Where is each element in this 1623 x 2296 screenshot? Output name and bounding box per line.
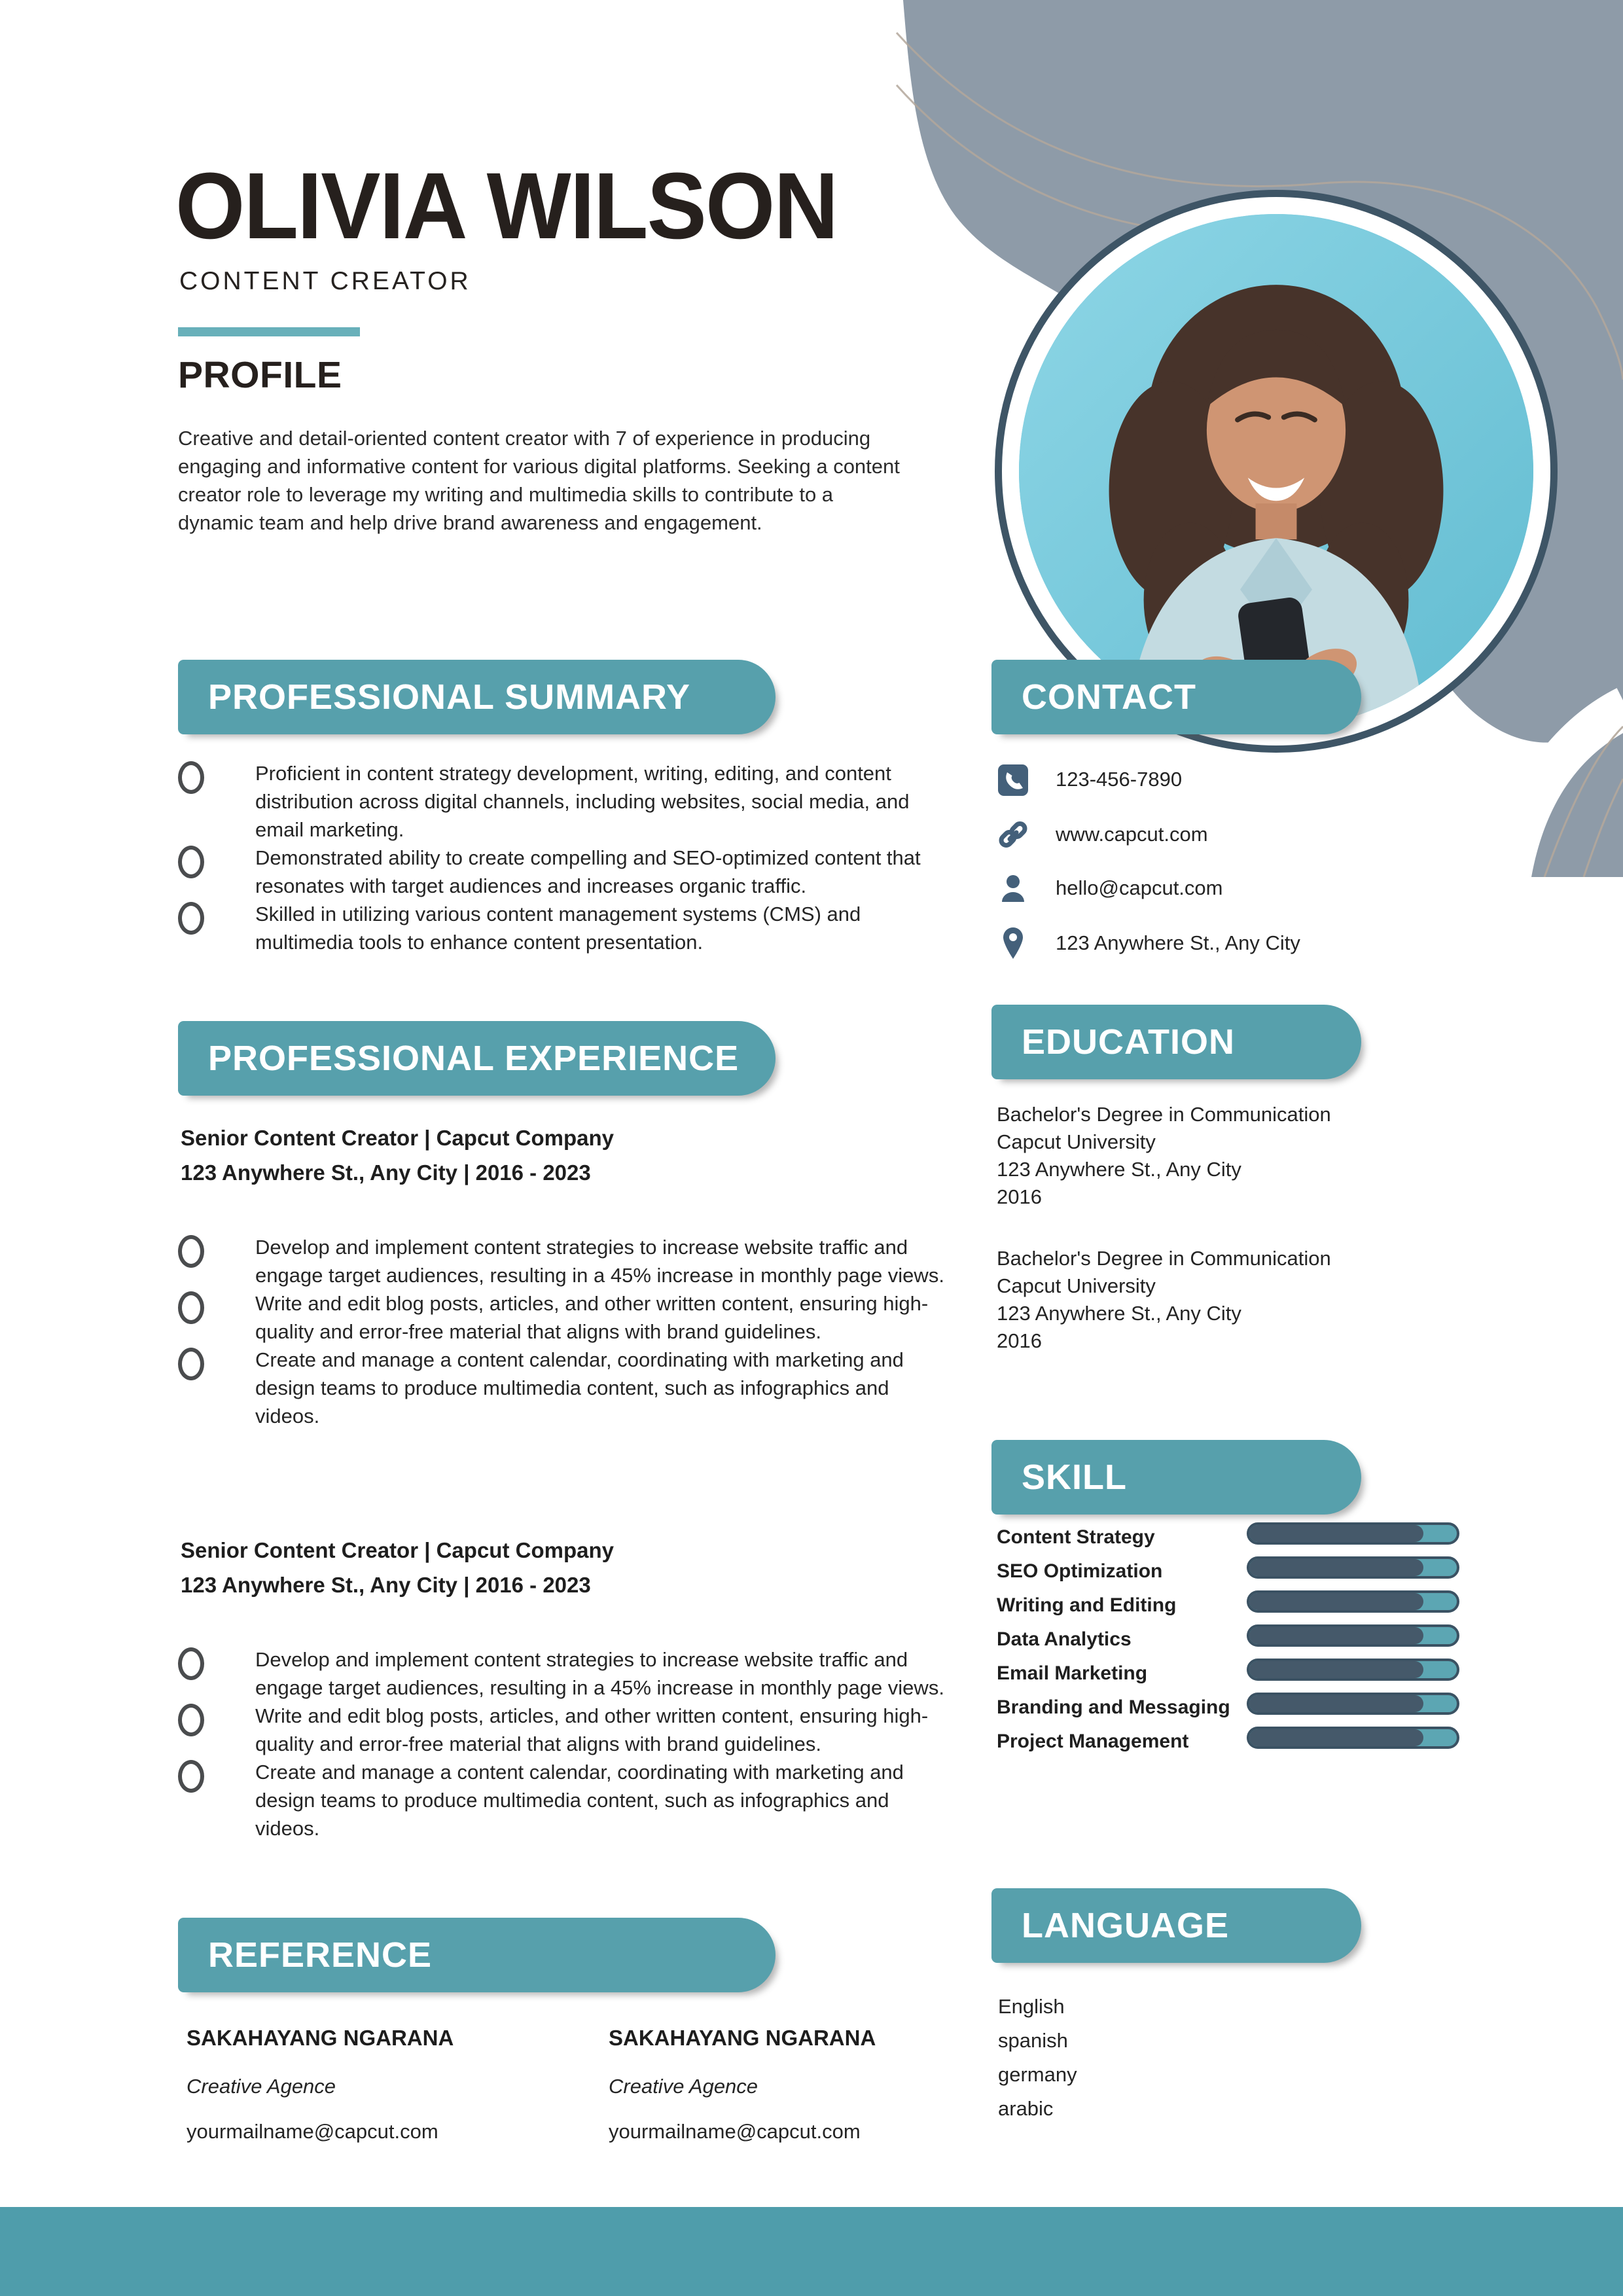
skill-row — [997, 1555, 1468, 1589]
job-meta: 123 Anywhere St., Any City | 2016 - 2023 — [181, 1160, 591, 1185]
education-degree: Bachelor's Degree in Communication — [997, 1103, 1331, 1126]
skill-label: Project Management — [997, 1731, 1189, 1752]
skill-bar-track — [1247, 1624, 1459, 1647]
education-year: 2016 — [997, 1185, 1042, 1208]
job-bullet: Write and edit blog posts, articles, and other written content, ensuring high-quality and error-free material that aligns with brand guidelines. — [178, 1289, 947, 1346]
job-bullet: Create and manage a content calendar, coordinating with marketing and design teams to produce multimedia content, such as infographics and videos. — [178, 1758, 947, 1842]
skill-bar-track — [1247, 1727, 1459, 1749]
skill-header — [991, 1440, 1361, 1515]
contact-phone: 123-456-7890 — [1056, 768, 1183, 791]
reference-company: Creative Agence — [187, 2075, 336, 2098]
summary-bullet: Proficient in content strategy development, writing, editing, and content distribution across digital channels, including websites, social media, and email marketing. — [178, 759, 947, 844]
professional-summary-header-label: PROFESSIONAL SUMMARY — [208, 677, 691, 717]
contact-header-label: CONTACT — [1022, 677, 1196, 717]
language-item: English — [998, 1995, 1065, 2018]
job-bullet: Write and edit blog posts, articles, and other written content, ensuring high-quality and error-free material that aligns with brand guidelines. — [178, 1702, 947, 1758]
skill-row — [997, 1725, 1468, 1759]
skill-row — [997, 1623, 1468, 1657]
job-bullet: Create and manage a content calendar, coordinating with marketing and design teams to produce multimedia content, such as infographics and videos. — [178, 1346, 947, 1430]
skill-bar-fill — [1249, 1559, 1423, 1576]
contact-address: 123 Anywhere St., Any City — [1056, 931, 1300, 954]
reference-email: yourmailname@capcut.com — [187, 2120, 438, 2143]
skill-row — [997, 1521, 1468, 1555]
person-name: OLIVIA WILSON — [175, 153, 838, 259]
professional-summary-header — [178, 660, 776, 734]
education-entry — [997, 1101, 1416, 1211]
job-bullet: Develop and implement content strategies to increase website traffic and engage target audiences, resulting in a 45% increase in monthly page views. — [178, 1645, 947, 1702]
summary-bullet: Demonstrated ability to create compelling and SEO-optimized content that resonates with target audiences and increases organic traffic. — [178, 844, 947, 900]
skill-label: Branding and Messaging — [997, 1696, 1230, 1718]
skill-bar-fill — [1249, 1627, 1423, 1644]
skill-row — [997, 1691, 1468, 1725]
language-item: spanish — [998, 2029, 1068, 2052]
job-title-block — [181, 1533, 901, 1602]
reference-entry — [187, 2026, 592, 2144]
role-underline-bar — [178, 327, 360, 336]
language-header — [991, 1888, 1361, 1963]
skill-bar-track — [1247, 1556, 1459, 1579]
skill-row — [997, 1657, 1468, 1691]
skill-bar-fill — [1249, 1695, 1423, 1712]
language-item: arabic — [998, 2097, 1054, 2120]
education-entry — [997, 1245, 1416, 1355]
education-header-label: EDUCATION — [1022, 1022, 1235, 1062]
summary-bullet: Skilled in utilizing various content management systems (CMS) and multimedia tools to enhance content presentation. — [178, 900, 947, 956]
reference-name: SAKAHAYANG NGARANA — [609, 2026, 876, 2050]
reference-email: yourmailname@capcut.com — [609, 2120, 861, 2143]
reference-header — [178, 1918, 776, 1992]
reference-company: Creative Agence — [609, 2075, 758, 2098]
skill-bar-track — [1247, 1659, 1459, 1681]
reference-header-label: REFERENCE — [208, 1935, 433, 1975]
profile-photo-illustration — [1019, 214, 1533, 728]
professional-experience-header-label: PROFESSIONAL EXPERIENCE — [208, 1039, 740, 1078]
skill-label: SEO Optimization — [997, 1560, 1163, 1582]
education-address: 123 Anywhere St., Any City — [997, 1158, 1241, 1181]
contact-header — [991, 660, 1361, 734]
location-pin-icon — [997, 925, 1029, 961]
skill-label: Content Strategy — [997, 1526, 1155, 1548]
professional-experience-header — [178, 1021, 776, 1096]
job-title: Senior Content Creator | Capcut Company — [181, 1126, 614, 1150]
profile-heading: PROFILE — [178, 354, 342, 396]
language-item: germany — [998, 2063, 1077, 2086]
skill-bar-track — [1247, 1522, 1459, 1545]
education-address: 123 Anywhere St., Any City — [997, 1302, 1241, 1325]
footer-accent-strip — [0, 2207, 1623, 2296]
job-meta: 123 Anywhere St., Any City | 2016 - 2023 — [181, 1573, 591, 1597]
profile-photo — [1019, 214, 1533, 728]
profile-paragraph: Creative and detail-oriented content creator with 7 of experience in producing engaging and informative content for various digital platforms. Seeking a content creator role to leverage my writing and multimedia skills to contribute to a dynamic team and help drive brand awareness and engagement. — [178, 427, 900, 534]
skill-label: Writing and Editing — [997, 1594, 1177, 1616]
skill-bar-fill — [1249, 1593, 1423, 1610]
reference-entry — [609, 2026, 1014, 2144]
skill-header-label: SKILL — [1022, 1458, 1127, 1497]
skill-bar-track — [1247, 1590, 1459, 1613]
education-header — [991, 1005, 1361, 1079]
job-title: Senior Content Creator | Capcut Company — [181, 1538, 614, 1562]
skill-bar-track — [1247, 1693, 1459, 1715]
education-degree: Bachelor's Degree in Communication — [997, 1247, 1331, 1270]
contact-website: www.capcut.com — [1056, 823, 1208, 846]
contact-email: hello@capcut.com — [1056, 876, 1223, 899]
skill-bar-fill — [1249, 1661, 1423, 1678]
skill-row — [997, 1589, 1468, 1623]
education-school: Capcut University — [997, 1130, 1156, 1153]
skill-bar-fill — [1249, 1729, 1423, 1746]
person-role: CONTENT CREATOR — [179, 267, 471, 295]
reference-name: SAKAHAYANG NGARANA — [187, 2026, 454, 2050]
job-title-block — [181, 1121, 901, 1190]
professional-summary-list — [178, 759, 947, 956]
job-bullet-list — [178, 1233, 947, 1430]
education-school: Capcut University — [997, 1274, 1156, 1297]
skill-label: Email Marketing — [997, 1662, 1148, 1684]
skill-bar-fill — [1249, 1525, 1423, 1542]
skill-label: Data Analytics — [997, 1628, 1132, 1650]
language-header-label: LANGUAGE — [1022, 1906, 1229, 1945]
job-bullet-list — [178, 1645, 947, 1842]
job-bullet: Develop and implement content strategies to increase website traffic and engage target audiences, resulting in a 45% increase in monthly page views. — [178, 1233, 947, 1289]
education-year: 2016 — [997, 1329, 1042, 1352]
contact-row-address — [997, 925, 1300, 961]
